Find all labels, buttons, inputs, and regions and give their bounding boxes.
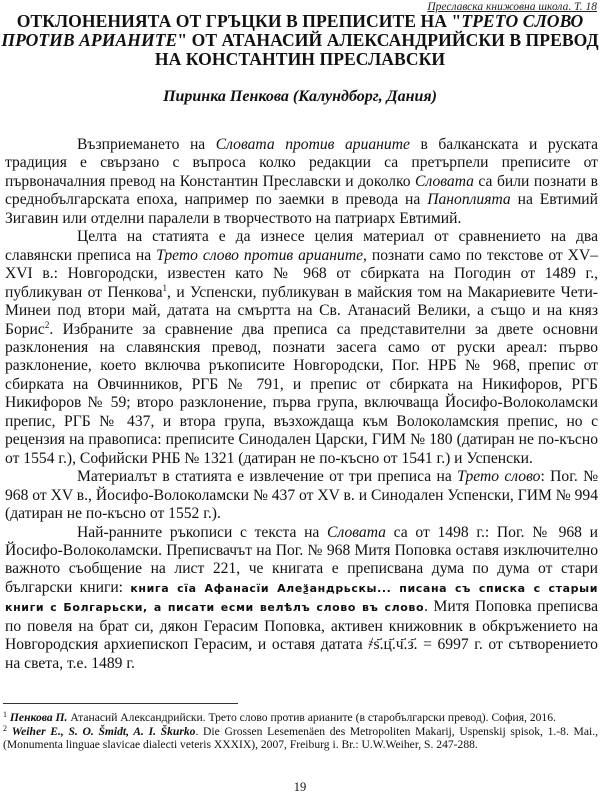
footnote-number: 1: [3, 710, 7, 719]
text: на Евтимий Зигавин или отделни паралели в творчеството на патриарх Евтимий.: [5, 191, 599, 227]
text: , познати само по текстове от XV–XVI в.: Новгородски, известен като № 968 от сбирката на Погодин от 1489 г., публикуван от Пенкова: [5, 246, 599, 301]
footnote-author: Пенкова П.: [9, 711, 68, 724]
running-header: Преславска книжовна школа. Т. 18: [427, 1, 597, 13]
cyrillic-date-numeral: ҂ѕ҃.ц҃.ч҃.з҃.: [368, 636, 418, 654]
footnote-2: [3, 725, 598, 752]
italic-title: Словата: [327, 523, 386, 541]
italic-title: Словата против арианите: [215, 136, 410, 153]
footnote-number: 2: [3, 723, 7, 733]
footnote-separator: [3, 703, 238, 704]
footnote-ref-1[interactable]: 1: [162, 282, 168, 293]
italic-title: Паноплията: [427, 191, 511, 209]
paragraph-3: [5, 468, 598, 523]
title-italic-work: ТРЕТО СЛОВО ПРОТИВ АРИАНИТЕ: [1, 11, 584, 50]
text: : Пог. № 968 от XV в., Йосифо-Волоколамски № 437 от XV в. и Синодален Успенски, ГИМ № 994 (датиран не по-късно от 1552 г.).: [5, 468, 598, 523]
text: Целта на статията е да изнесе целия материал от сравнението на два славянски преписа на: [5, 228, 598, 264]
footnote-author: Weiher E., S. O. Šmidt, A. I. Škurko: [11, 724, 196, 738]
title-part-1: ОТКЛОНЕНИЯТА ОТ ГРЪЦКИ В ПРЕПИСИТЕ НА ": [16, 11, 462, 31]
text: , и Успенски, публикуван в майския том на Макариевите Чети-Минеи под втори май, датата на смъртта на Св. Атанасий Велики, а също и на княз Борис: [5, 283, 598, 338]
title-part-2: " ОТ АТАНАСИЙ АЛЕКСАНДРИЙСКИ В ПРЕВОД НА КОНСТАНТИН ПРЕСЛАВСКИ: [154, 30, 599, 69]
footnote-text: Атанасий Александрийски. Трето слово против арианите (в старобългарски превод). София, 2016.: [67, 711, 556, 724]
text: са от 1498 г.: Пог. № 968 и Йосифо-Волоколамски. Преписвачът на Пог. № 968 Митя Поповка оставя изключително важното съобщение на лист 221, че книгата е преписвана дума по дума от стари български книги:: [5, 523, 599, 596]
italic-title: Трето слово против арианите: [156, 246, 364, 264]
text: = 6997 г. от сътворението на света, т.е. 1489 г.: [5, 636, 598, 672]
italic-title: Словата: [415, 172, 474, 190]
paragraph-2: [5, 228, 598, 468]
article-title: [0, 12, 600, 69]
text: в балканската и руската традиция е свързано с въпроса колко редакции са претърпели преписите от първоначалния превод на Константин Преславски и доколко: [5, 136, 598, 190]
footnote-1: [3, 711, 598, 725]
church-slavonic-quote: книга сїа Афанасїи Алеѯандрьскы... писана съ списка с старыи книги с Болгарьски, а писати есми велѣлъ слово въ слово: [5, 581, 598, 615]
text: Възприемането на: [77, 136, 216, 153]
page-number: 19: [293, 780, 307, 794]
paragraph-4: [5, 524, 598, 674]
text: са били познати в среднобългарската епоха, например по заемки в превода на: [5, 172, 598, 209]
footnote-ref-2[interactable]: 2: [44, 319, 50, 330]
italic-title: Трето слово: [457, 468, 541, 486]
author-line: Пиринка Пенкова (Калундборг, Дания): [163, 88, 437, 105]
text: Най-ранните ръкописи с текста на: [77, 523, 328, 541]
article-body: [5, 136, 598, 673]
text: . Избраните за сравнение два преписа са представителни за двете основни разклонения на славянския превод, познати засега само от руски ареал: първо разклонение, което включва ръкописите Новгородски, Пог. НРБ № 968, препис от сбирката на Овчинников, РГБ № 791, и препис от сбирката на Никифоров, РГБ Никифоров № 59; второ разклонение, първа група, включваща Йосифо-Волоколамски препис, РГБ № 437, и втора група, възхождаща към Волоколамския препис, но с рецензия на правописа: преписите Синодален Царски, ГИМ № 180 (датиран не по-късно от 1554 г.), Софийски РНБ № 1321 (датиран не по-късно от 1541 г.) и Успенски.: [5, 320, 598, 467]
paragraph-1: [5, 136, 598, 228]
footnotes: [3, 711, 598, 752]
text: . Митя Поповка преписва по повеля на брат си, дякон Герасим Поповка, активен книжовник в обкръжението на Новгородския архиепископ Герасим, и оставя датата: [5, 598, 598, 654]
footnote-text: . Die Grossen Lesemenäen des Metropoliten Makarij, Uspenskij spisok, 1.-8. Mai., (Monumenta linguae slavicae dialecti veteris XXXIX), 2007, Freiburg i. Br.: U.W.Weiher, S. 247-288.: [3, 724, 599, 751]
text: Материалът в статията е извлечение от три преписа на: [77, 468, 458, 486]
